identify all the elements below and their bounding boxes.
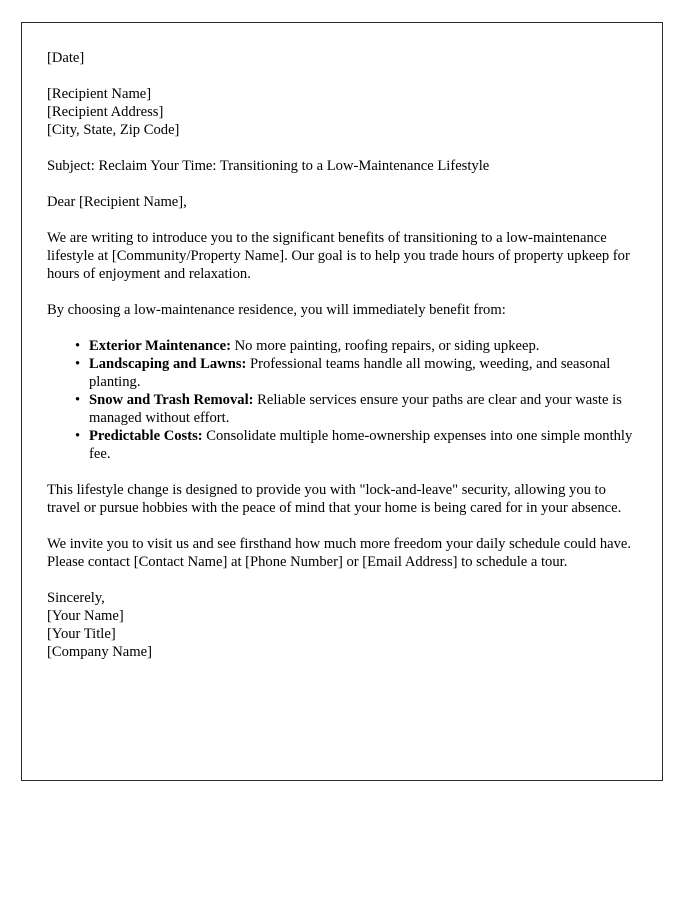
signature-company: [Company Name] [47, 644, 152, 660]
recipient-name: [Recipient Name] [47, 86, 152, 102]
list-item [89, 391, 637, 427]
invitation-paragraph: We invite you to visit us and see firsthand how much more freedom your daily schedule could have. Please contact [Contact Name] at [Phone Number] or [Email Address] to schedule a tour. [47, 536, 632, 570]
list-item [89, 427, 637, 463]
benefit-text: Consolidate multiple home-ownership expenses into one simple monthly fee. [89, 428, 633, 462]
benefit-text: Reliable services ensure your paths are clear and your waste is managed without effort. [89, 392, 622, 426]
recipient-address: [Recipient Address] [47, 104, 164, 120]
salutation: Dear [Recipient Name], [47, 194, 187, 210]
benefit-lead: Exterior Maintenance: [89, 338, 231, 354]
list-intro-paragraph: By choosing a low-maintenance residence, you will immediately benefit from: [47, 302, 506, 318]
signature-block [47, 607, 637, 661]
letter-content [22, 23, 662, 661]
list-item [89, 355, 637, 391]
signature-name: [Your Name] [47, 608, 124, 624]
date-line: [Date] [47, 50, 85, 66]
benefit-text: Professional teams handle all mowing, weeding, and seasonal planting. [89, 356, 611, 390]
intro-paragraph: We are writing to introduce you to the significant benefits of transitioning to a low-maintenance lifestyle at [Community/Property Name]. Our goal is to help you trade hours of property upkeep for hours of enjoyment and relaxation. [47, 230, 630, 282]
benefit-text: No more painting, roofing repairs, or siding upkeep. [230, 338, 540, 354]
benefit-lead: Landscaping and Lawns: [89, 356, 247, 372]
benefit-lead: Snow and Trash Removal: [89, 392, 254, 408]
lifestyle-paragraph: This lifestyle change is designed to provide you with "lock-and-leave" security, allowing you to travel or pursue hobbies with the peace of mind that your home is being cared for in your absence. [47, 482, 622, 516]
signature-title: [Your Title] [47, 626, 116, 642]
benefits-list [47, 337, 637, 463]
closing-line: Sincerely, [47, 590, 105, 606]
subject-line: Subject: Reclaim Your Time: Transitioning to a Low-Maintenance Lifestyle [47, 158, 490, 174]
recipient-city-state-zip: [City, State, Zip Code] [47, 122, 180, 138]
list-item [89, 337, 637, 355]
letter-page [21, 22, 663, 781]
recipient-address-block [47, 85, 637, 139]
benefit-lead: Predictable Costs: [89, 428, 203, 444]
